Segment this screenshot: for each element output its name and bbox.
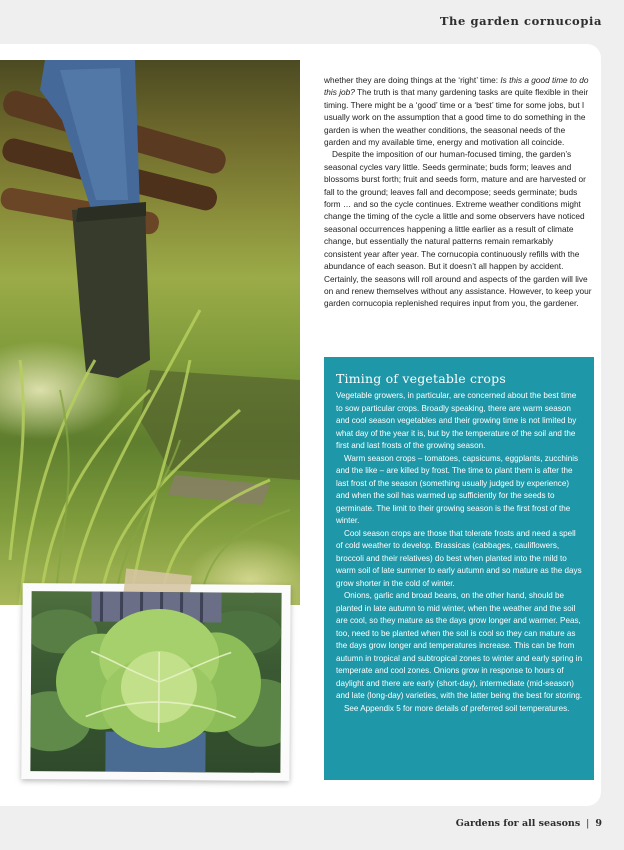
cabbage-photo xyxy=(21,583,290,781)
running-header: The garden cornucopia xyxy=(439,14,602,28)
page-number: 9 xyxy=(595,818,602,829)
body-text xyxy=(324,74,592,310)
sidebar-paragraph: Onions, garlic and broad beans, on the other hand, should be planted in late autumn to mid winter, when the weather and the soil are cool, so they mature as the days grow longer and warmer. Peas, too, need to be planted when the soil is cool so they can mature as the days grow longer and temperatures increase. This can be from autumn in tropical and subtropical zones to winter and early spring in temperate and cool zones. Onions grow in response to hours of daylight and there are early (short-day), intermediate (mid-season) and late (long-day) varieties, with the latter being the best for storing. xyxy=(336,591,583,700)
garden-boots-photo xyxy=(0,60,300,605)
garden-boots-illustration xyxy=(0,60,300,605)
sidebar-paragraph: Vegetable growers, in particular, are concerned about the best time to sow particular crops. Broadly speaking, there are warm season and cool season vegetables and their growing time is not limited by what day of the year it is, but by the temperature of the soil and the first and last frosts of the growing season. xyxy=(336,391,577,450)
sidebar-title: Timing of vegetable crops xyxy=(336,371,506,386)
cabbage-illustration xyxy=(30,591,281,773)
page-footer xyxy=(456,818,602,829)
footer-separator: | xyxy=(586,818,590,829)
cabbage-photo-image xyxy=(30,591,281,773)
body-paragraph-1: whether they are doing things at the ‘right’ time: Is this a good time to do this job? The truth is that many gardening tasks are quite flexible in their timing. There might be a ‘good’ time or a ‘best’ time for some jobs, but I usually work on the assumption that a good time to do something in the garden is when the weather conditions, the seasonal needs of the garden and my available time, energy and motivation all coincide. xyxy=(324,75,589,148)
sidebar-box xyxy=(324,357,594,780)
sidebar-paragraph: See Appendix 5 for more details of preferred soil temperatures. xyxy=(344,703,570,713)
sidebar-paragraph: Cool season crops are those that tolerate frosts and need a spell of cold weather to develop. Brassicas (cabbages, cauliflowers, broccoli and their relatives) do best when planted into the mild to warm soil of late summer to early autumn and so mature as the days grow shorter in the cold of winter. xyxy=(336,528,582,588)
sidebar-paragraph: Warm season crops – tomatoes, capsicums, eggplants, zucchinis and the like – are killed by frost. The time to plant them is after the last frost of the season (something usually judged by experience) and when the soil has warmed up sufficiently for the seeds to germinate. The limit to their growing season is the first frost of the winter. xyxy=(336,453,579,525)
sidebar-body xyxy=(336,390,584,715)
body-paragraph-2: Despite the imposition of our human-focused timing, the garden’s seasonal cycles vary little. Seeds germinate; buds form; leaves and blossoms burst forth; fruit and seeds form, mature and are harvested or fall to the ground; leaves fall and decompose; seeds germinate; buds form … and so the cycle continues. Extreme weather conditions might change the timing of the cycle a little and some observers have noticed seasonal occurrences happening a little earlier as a result of climate change, but essentially the natural patterns remain remarkably consistent year after year. The cornucopia continuously refills with the abundance of each season. But it doesn’t all happen by accident. Certainly, the seasons will roll around and aspects of the garden will live on and renew themselves without any assistance. However, to keep your garden cornucopia replenished requires input from you, the gardener. xyxy=(324,149,592,309)
footer-section: Gardens for all seasons xyxy=(455,818,581,829)
